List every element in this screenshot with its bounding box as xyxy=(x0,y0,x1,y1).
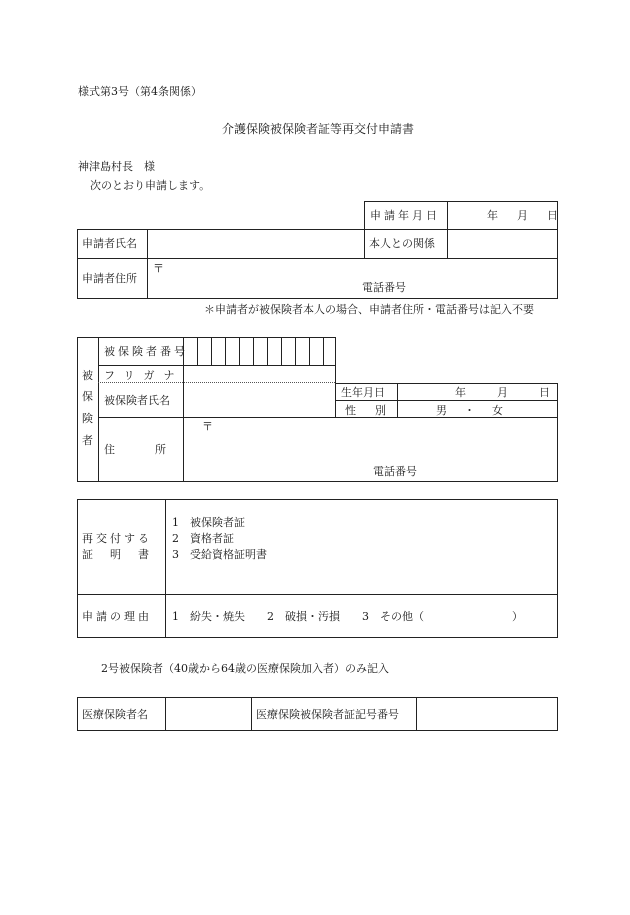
page-title: 介護保険被保険者証等再交付申請書 xyxy=(222,122,415,136)
date-label: 申請年月日 xyxy=(370,209,440,222)
intro-text: 次のとおり申請します。 xyxy=(90,179,211,192)
insured-phone-label: 電話番号 xyxy=(373,465,417,478)
insured-number-label: 被保険者番号 xyxy=(104,345,188,358)
relation-field[interactable] xyxy=(450,232,554,255)
insurer-name-field[interactable] xyxy=(168,700,248,728)
reissue-item-2[interactable]: 2 資格者証 xyxy=(172,532,234,545)
insured-postal-mark: 〒 xyxy=(202,420,213,433)
birth-field[interactable]: 年 月 日 xyxy=(455,386,560,399)
reason-label: 申請の理由 xyxy=(82,610,152,623)
insured-side-label-2: 保 xyxy=(82,390,93,403)
reissue-label-line2: 証 明 書 xyxy=(82,548,152,561)
applicant-phone-label: 電話番号 xyxy=(362,281,406,294)
insurer-name-label: 医療保険者名 xyxy=(82,708,148,721)
applicant-name-field[interactable] xyxy=(150,232,360,255)
reissue-label-line1: 再交付する xyxy=(82,532,152,545)
date-field[interactable]: 年 月 日 xyxy=(487,209,562,222)
addressee: 神津島村長 様 xyxy=(78,160,155,173)
insured-address-field[interactable] xyxy=(186,420,554,478)
insured-address-label: 住 所 xyxy=(104,443,172,456)
applicant-note: ＊申請者が被保険者本人の場合、申請者住所・電話番号は記入不要 xyxy=(204,303,534,316)
insured-name-label: 被保険者氏名 xyxy=(104,394,170,407)
gender-field[interactable]: 男 ・ 女 xyxy=(436,404,506,417)
furigana-label: フリガナ xyxy=(104,369,184,382)
birth-label: 生年月日 xyxy=(341,386,385,399)
insurer-number-label: 医療保険被保険者証記号番号 xyxy=(256,708,399,721)
insured-side-label-4: 者 xyxy=(82,434,93,447)
postal-mark: 〒 xyxy=(153,262,164,275)
insurer-number-field[interactable] xyxy=(419,700,554,728)
furigana-field[interactable] xyxy=(186,367,332,381)
applicant-name-label: 申請者氏名 xyxy=(82,237,137,250)
reissue-item-3[interactable]: 3 受給資格証明書 xyxy=(172,548,267,561)
form-number: 様式第3号（第4条関係） xyxy=(78,85,202,98)
applicant-address-field[interactable] xyxy=(150,261,554,296)
gender-label: 性 別 xyxy=(345,404,390,417)
applicant-address-label: 申請者住所 xyxy=(82,272,137,285)
reissue-item-1[interactable]: 1 被保険者証 xyxy=(172,516,245,529)
reason-options[interactable]: 1 紛失・焼失 2 破損・汚損 3 その他（ ） xyxy=(172,610,523,623)
insured-name-field[interactable] xyxy=(186,385,332,415)
secondary-note: 2号被保険者（40歳から64歳の医療保険加入者）のみ記入 xyxy=(101,662,389,675)
insured-side-label-1: 被 xyxy=(82,369,93,382)
relation-label: 本人との関係 xyxy=(369,237,435,250)
insured-side-label-3: 険 xyxy=(82,412,93,425)
